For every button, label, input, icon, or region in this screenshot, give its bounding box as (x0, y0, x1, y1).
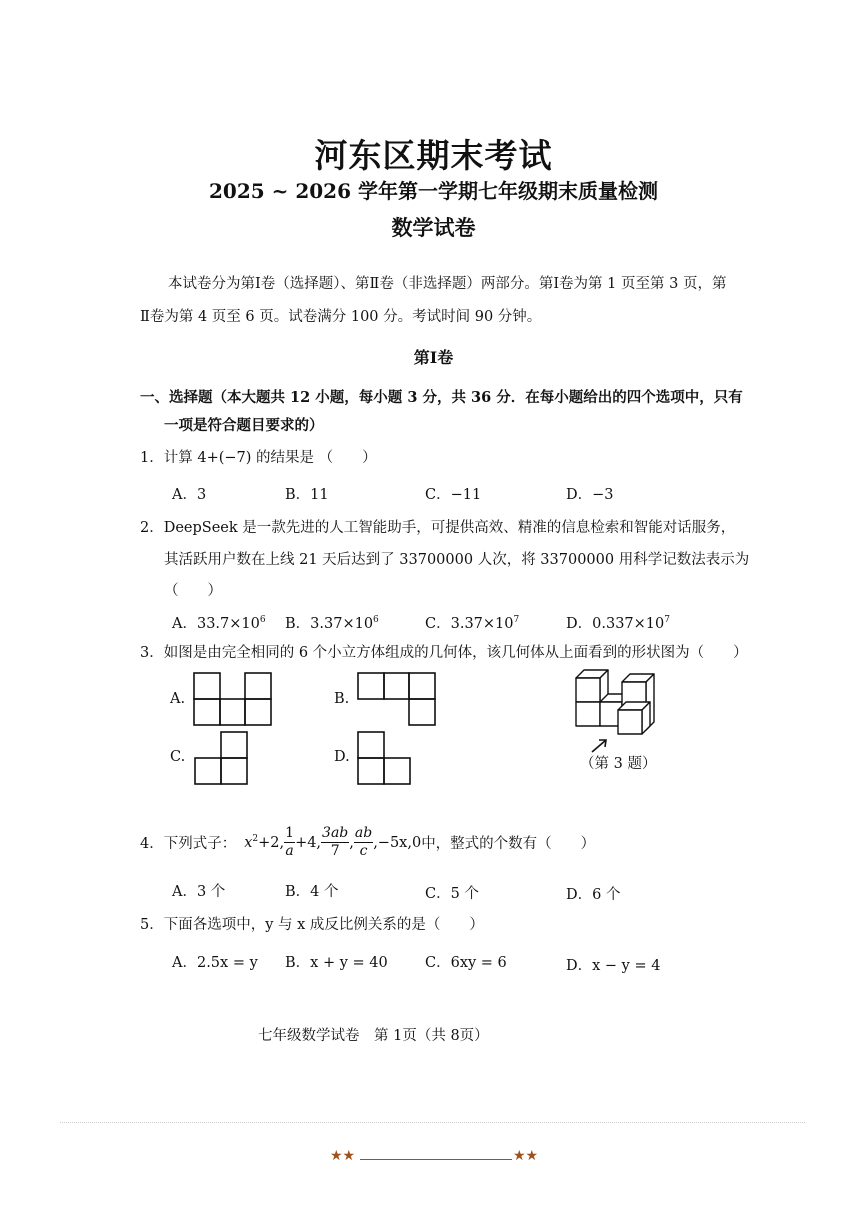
star-left-icon: ★★ (330, 1148, 356, 1164)
q4-option-b: B．4 个 (285, 884, 339, 900)
q2-option-d (566, 612, 670, 633)
q4-fraction-1 (284, 825, 295, 860)
q4-fraction-2 (321, 825, 349, 860)
q2-option-b-mantissa: 3.37×10 (310, 616, 374, 632)
q5-option-d: D．x − y = 4 (566, 958, 661, 974)
q2-option-d-exponent: 7 (664, 615, 670, 626)
question-1-stem (140, 446, 377, 467)
q4-fraction-3-denominator: c (359, 843, 368, 859)
q4-x-exponent: 2 (252, 834, 259, 845)
q1-option-c: C．−11 (425, 487, 482, 503)
question-3-stem: 3．如图是由完全相同的 6 个小立方体组成的几何体，该几何体从上面看到的形状图为（ ） (140, 645, 748, 661)
star-right-icon: ★★ (513, 1148, 539, 1164)
q1-option-a: A．3 (172, 487, 207, 503)
section-title: 第Ⅰ卷 (413, 348, 454, 367)
q3-cube-figure (570, 660, 670, 740)
page-footer: 七年级数学试卷 第 1页（共 8页） (258, 1028, 489, 1044)
part-heading-line-1: 一、选择题（本大题共 12 小题，每小题 3 分，共 36 分．在每小题给出的四个选项中，只有 (140, 389, 743, 406)
q3-option-d-figure (357, 731, 411, 785)
q3-figure-caption: （第 3 题） (580, 756, 657, 772)
q4-x: x (244, 834, 253, 851)
q1-option-b: B．11 (285, 487, 329, 503)
q4-fraction-2-denominator: 7 (330, 843, 340, 859)
q2-option-a-mantissa: 33.7×10 (196, 616, 260, 632)
q2-option-c-exponent: 7 (513, 615, 520, 626)
q4-stem-suffix: 中，整式的个数有（ ） (421, 836, 596, 852)
q1-stem-suffix: 的结果是 （ ） (256, 450, 377, 466)
q4-option-c: C．5 个 (425, 886, 479, 902)
q3-option-b-figure (357, 672, 437, 726)
question-5-stem: 5．下面各选项中，y 与 x 成反比例关系的是（ ） (140, 917, 484, 933)
q4-fraction-3 (354, 825, 373, 860)
q5-option-b: B．x + y = 40 (285, 955, 388, 971)
exam-subtitle: 2025 ~ 2026 学年第一学期七年级期末质量检测 (209, 179, 658, 203)
bottom-rule (60, 1122, 805, 1123)
q2-option-c-mantissa: 3.37×10 (450, 616, 514, 632)
part-heading-line-2: 一项是符合题目要求的） (164, 417, 324, 434)
q2-option-b (285, 612, 379, 633)
q3-option-a-figure (193, 672, 273, 726)
q4-option-d: D．6 个 (566, 887, 621, 903)
q2-option-b-exponent: 6 (373, 615, 379, 626)
q3-option-b-label: B. (334, 691, 350, 707)
q4-term-2-tail: +4, (295, 834, 322, 851)
q5-option-a: A．2.5x = y (172, 955, 258, 971)
q2-option-d-mantissa: 0.337×10 (592, 616, 665, 632)
q2-option-a-label: A． (172, 616, 197, 632)
q4-term-x2 (244, 834, 258, 851)
q1-stem-prefix: 1．计算 (140, 450, 193, 466)
q3-option-c-label: C. (170, 749, 186, 765)
question-2-line-1: 2．DeepSeek 是一款先进的人工智能助手，可提供高效、精准的信息检索和智能对话服务， (140, 520, 736, 536)
q1-expression: 4+(−7) (197, 450, 252, 466)
q4-fraction-2-numerator: 3ab (322, 825, 349, 841)
intro-line-2: Ⅱ卷为第 4 页至 6 页。试卷满分 100 分。考试时间 90 分钟。 (140, 309, 542, 325)
q2-option-a-exponent: 6 (259, 615, 266, 626)
question-2-line-2: 其活跃用户数在上线 21 天后达到了 33700000 人次，将 33700000 用科学记数法表示为 (164, 552, 750, 568)
intro-line-1: 本试卷分为第Ⅰ卷（选择题）、第Ⅱ卷（非选择题）两部分。第Ⅰ卷为第 1 页至第 3 页，第 (168, 276, 727, 292)
q3-option-c-figure (194, 731, 248, 785)
q4-stem-prefix: 4．下列式子： (140, 836, 237, 852)
q1-option-d: D．−3 (566, 487, 614, 503)
q3-option-d-label: D. (334, 749, 350, 765)
question-2-line-3: （ ） (164, 583, 222, 599)
q4-term-1-tail: +2, (258, 834, 285, 851)
q2-option-d-label: D． (566, 616, 593, 632)
q2-option-c (425, 612, 519, 633)
q4-term-tail: ,−5x,0 (373, 834, 422, 851)
exam-title: 河东区期末考试 (314, 136, 553, 175)
q3-option-a-label: A. (170, 691, 186, 707)
q2-option-a (172, 612, 266, 633)
q4-fraction-1-denominator: a (285, 843, 294, 859)
q5-option-c: C．6xy = 6 (425, 955, 507, 971)
question-4-stem: 4．下列式子： $x^2$ +2, $\frac{1}{a}$ +4, $\frac{3ab}{7}$ , $\frac{ab}{c}$ ,−5x,0 中，整式的个数有（ ） (140, 825, 596, 859)
divider-line (360, 1159, 512, 1160)
q2-option-b-label: B． (285, 616, 311, 632)
q2-option-c-label: C． (425, 616, 451, 632)
q4-option-a: A．3 个 (172, 884, 226, 900)
decorative-divider (330, 1150, 540, 1168)
q4-fraction-1-numerator: 1 (285, 825, 295, 841)
paper-name: 数学试卷 (391, 215, 476, 240)
q4-fraction-3-numerator: ab (354, 825, 373, 841)
